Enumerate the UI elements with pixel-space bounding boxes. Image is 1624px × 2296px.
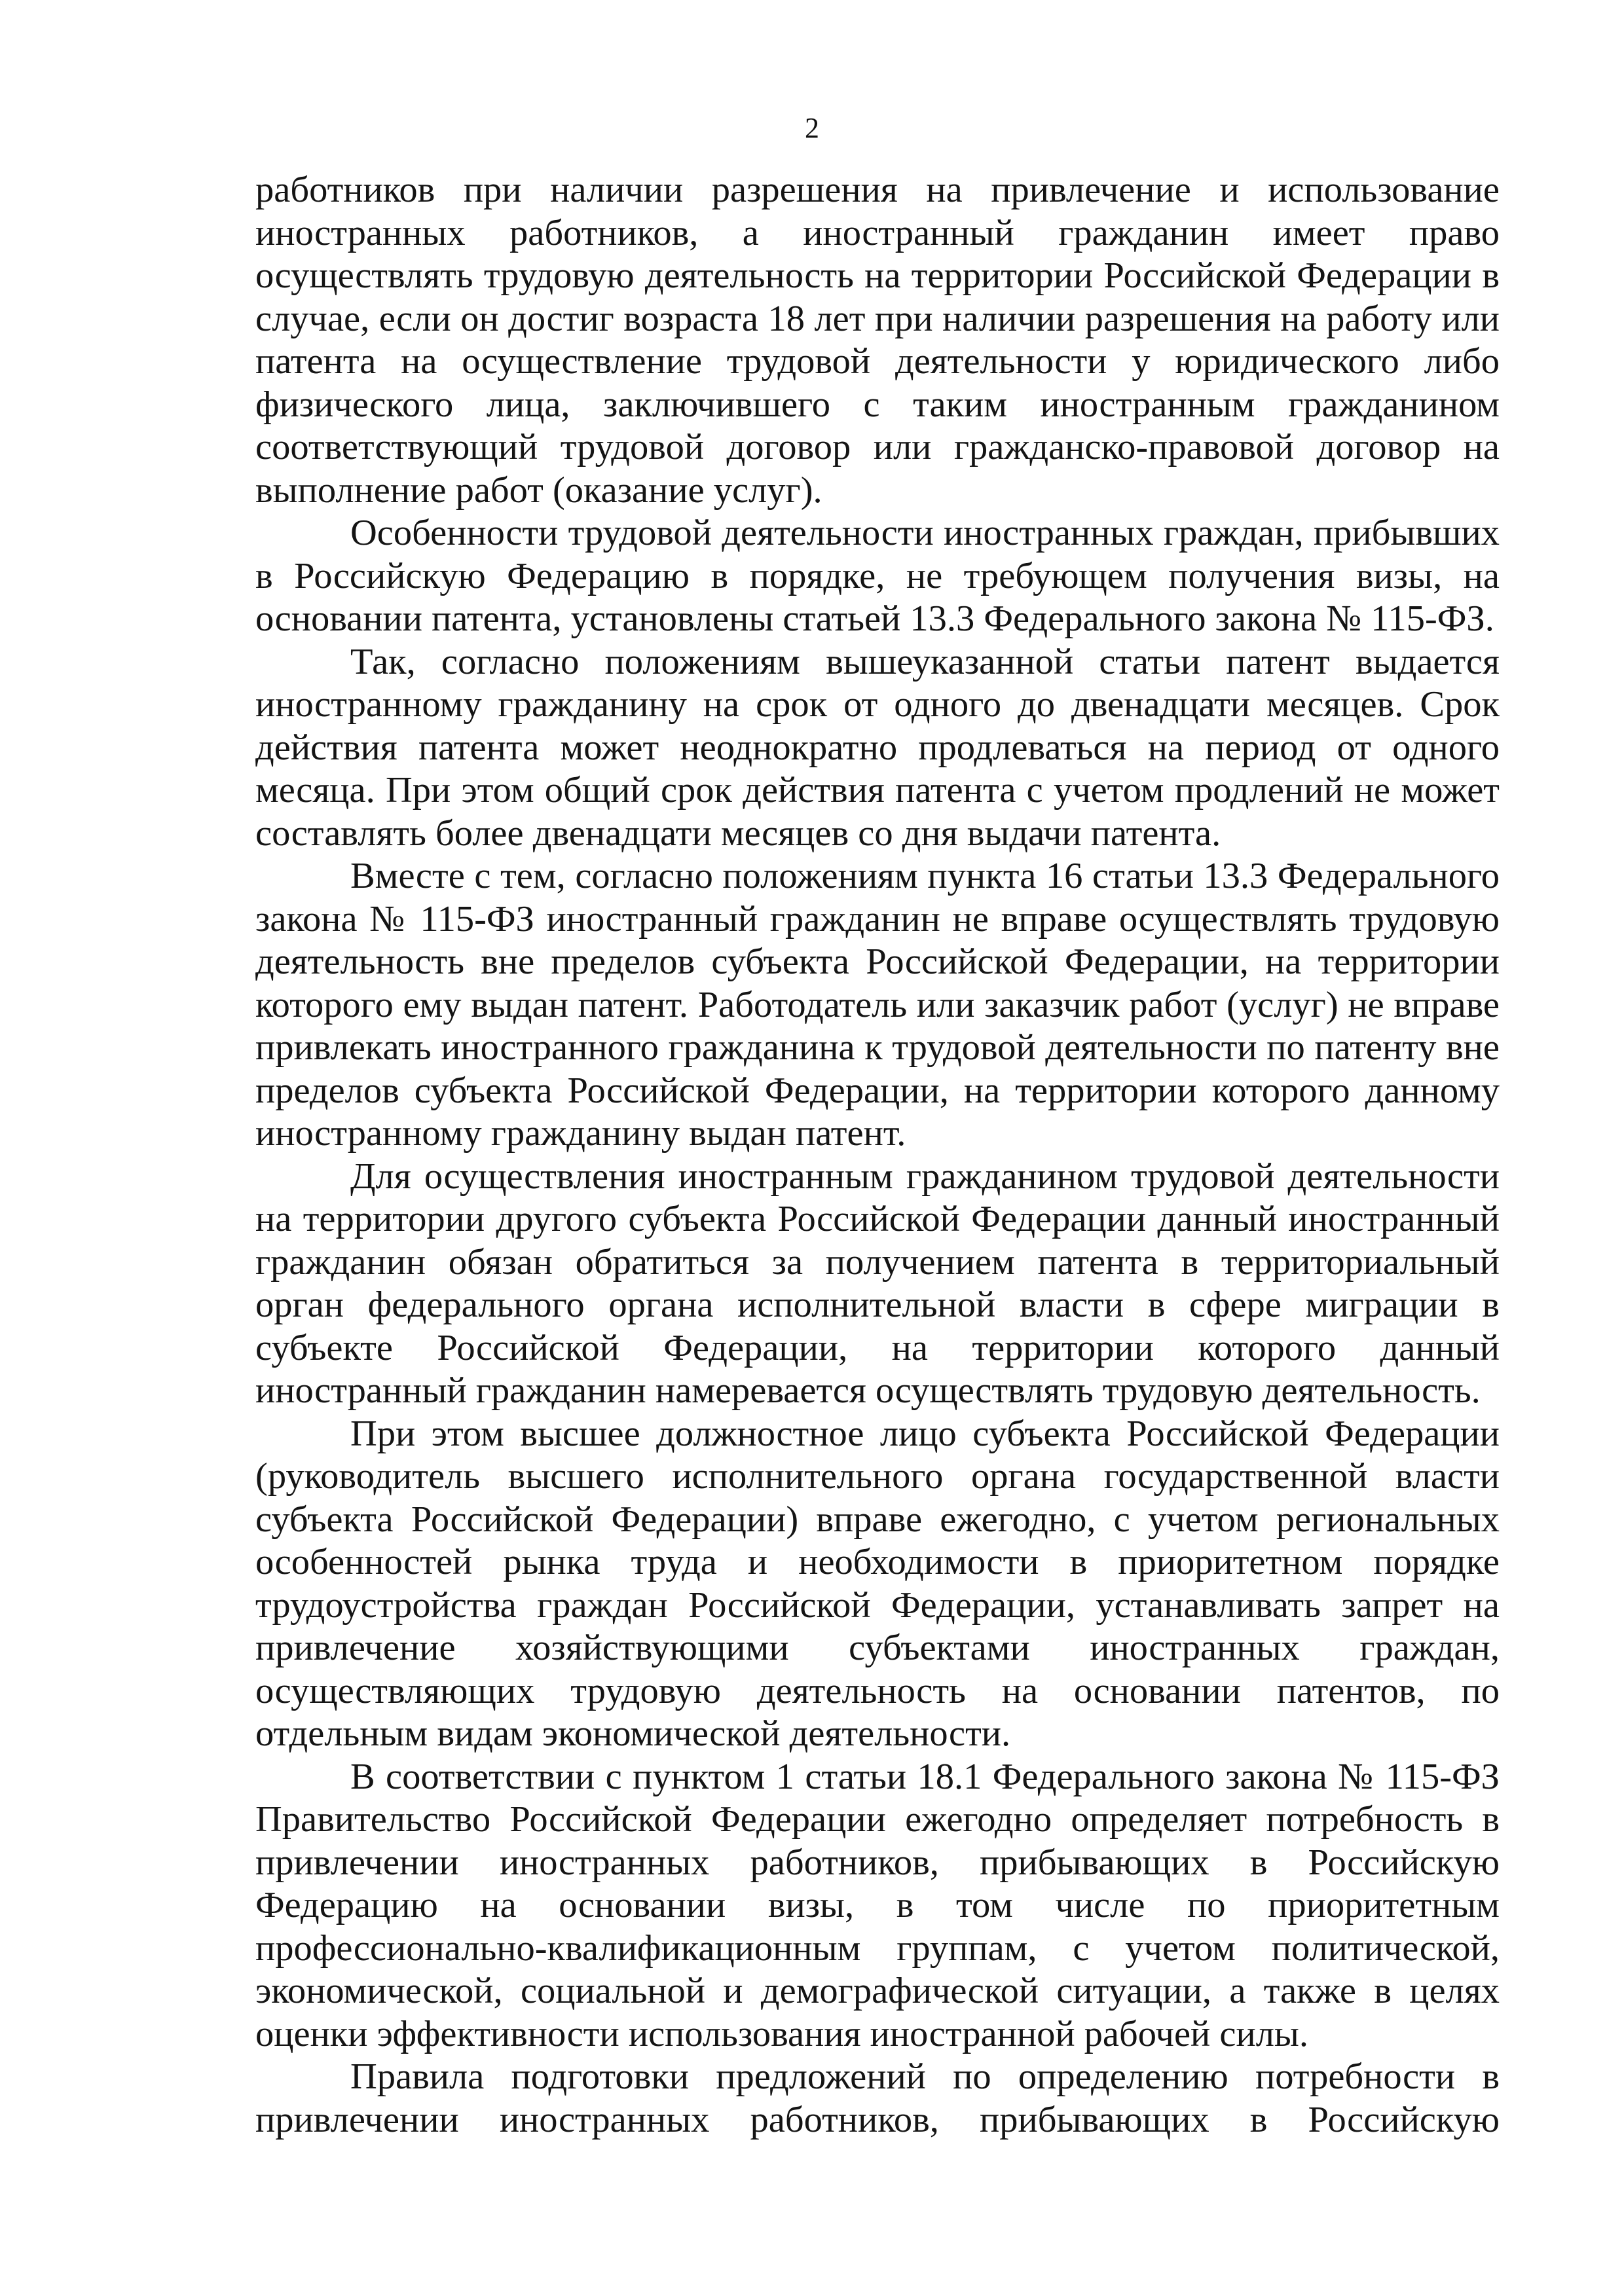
paragraph: работников при наличии разрешения на привлечение и использование иностранных работников, а иностранный гражданин имеет право осуществлять трудовую деятельность на территории Российской Федерации в случае, если он достиг возраста 18 лет при наличии разрешения на работу или патента на осуществление трудовой деятельности у юридического либо физического лица, заключившего с таким иностранным гражданином соответствующий трудовой договор или гражданско-правовой договор на выполнение работ (оказание услуг). [255,170,1500,511]
paragraph: В соответствии с пунктом 1 статьи 18.1 Федерального закона № 115-ФЗ Правительство Российской Федерации ежегодно определяет потребность в привлечении иностранных работников, прибывающих в Российскую Федерацию на основании визы, в том числе по приоритетным профессионально-квалификационным группам, с учетом политической, экономической, социальной и демографической ситуации, а также в целях оценки эффективности использования иностранной рабочей силы. [255,1756,1500,2054]
paragraph: Вместе с тем, согласно положениям пункта 16 статьи 13.3 Федерального закона № 115-ФЗ иностранный гражданин не вправе осуществлять трудовую деятельность вне пределов субъекта Российской Федерации, на территории которого ему выдан патент. Работодатель или заказчик работ (услуг) не вправе привлекать иностранного гражданина к трудовой деятельности по патенту вне пределов субъекта Российской Федерации, на территории которого данному иностранному гражданину выдан патент. [255,856,1500,1154]
paragraph: Особенности трудовой деятельности иностранных граждан, прибывших в Российскую Федерацию в порядке, не требующем получения визы, на основании патента, установлены статьей 13.3 Федерального закона № 115-ФЗ. [255,513,1500,639]
paragraph: Для осуществления иностранным гражданином трудовой деятельности на территории другого субъекта Российской Федерации данный иностранный гражданин обязан обратиться за получением патента в территориальный орган федерального органа исполнительной власти в сфере миграции в субъекте Российской Федерации, на территории которого данный иностранный гражданин намеревается осуществлять трудовую деятельность. [255,1156,1500,1411]
document-body [255,169,1500,2141]
paragraph: При этом высшее должностное лицо субъекта Российской Федерации (руководитель высшего исполнительного органа государственной власти субъекта Российской Федерации) вправе ежегодно, с учетом региональных особенностей рынка труда и необходимости в приоритетном порядке трудоустройства граждан Российской Федерации, устанавливать запрет на привлечение хозяйствующими субъектами иностранных граждан, осуществляющих трудовую деятельность на основании патентов, по отдельным видам экономической деятельности. [255,1413,1500,1754]
paragraph: Правила подготовки предложений по определению потребности в привлечении иностранных работников, прибывающих в Российскую [255,2056,1500,2140]
paragraph: Так, согласно положениям вышеуказанной статьи патент выдается иностранному гражданину на срок от одного до двенадцати месяцев. Срок действия патента может неоднократно продлеваться на период от одного месяца. При этом общий срок действия патента с учетом продлений не может составлять более двенадцати месяцев со дня выдачи патента. [255,641,1500,854]
page-number: 2 [805,112,819,144]
